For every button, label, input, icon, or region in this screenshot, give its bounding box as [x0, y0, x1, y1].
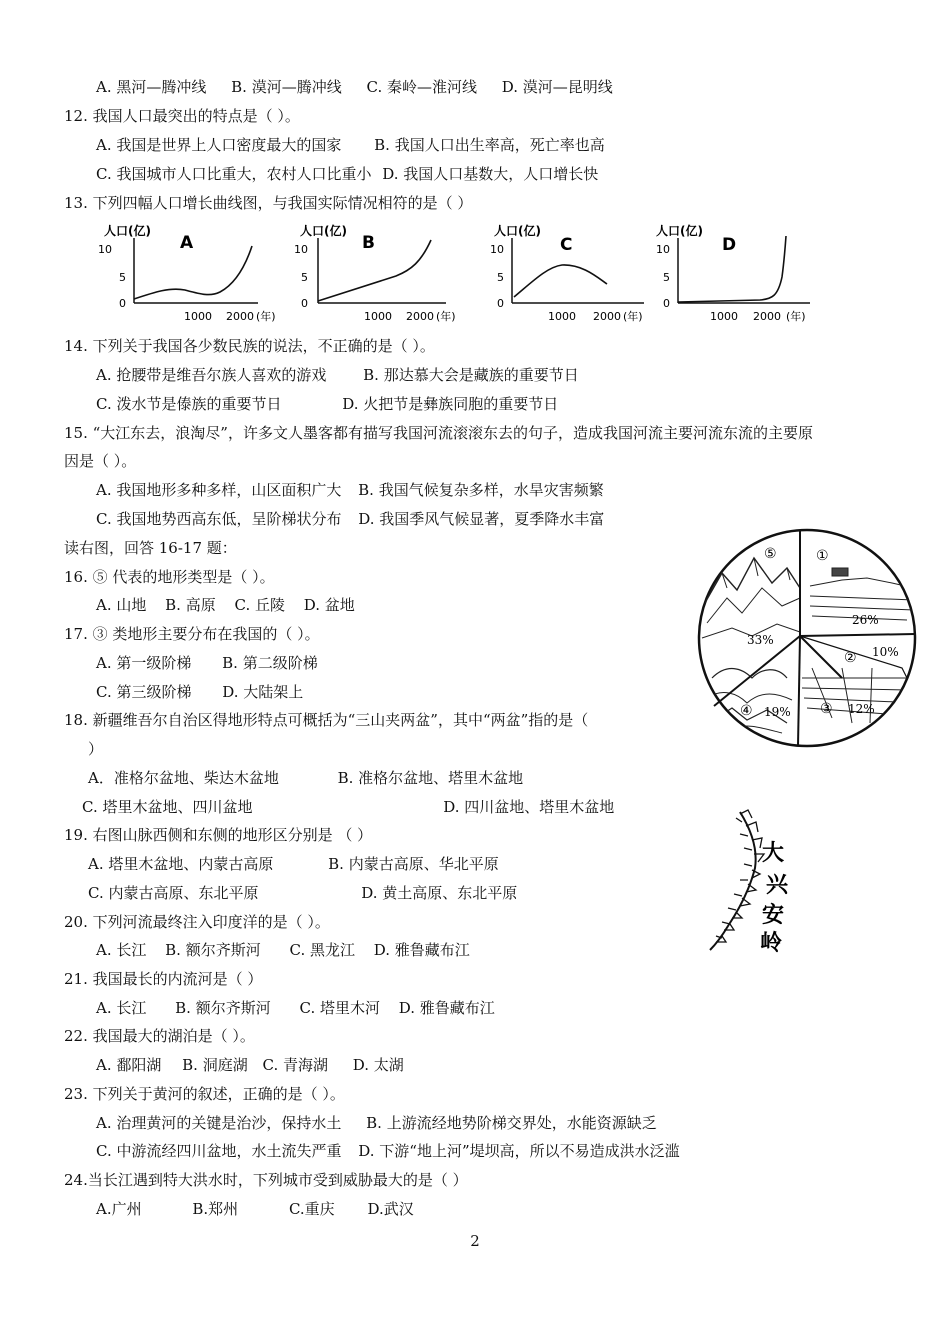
- q16-option-a: A. 山地: [96, 596, 147, 614]
- chart-b-xtick-1000: 1000: [364, 310, 392, 323]
- q17-options-row1: [96, 653, 318, 673]
- q12-option-c: C. 我国城市人口比重大，农村人口比重小: [96, 165, 372, 183]
- daxinganling-mountain-sketch: [700, 808, 790, 956]
- pie-label-1: ①: [816, 548, 829, 564]
- pie-label-4: ④: [740, 703, 753, 719]
- q11-option-c: C. 秦岭—淮河线: [366, 78, 477, 96]
- q23-option-b: B. 上游流经地势阶梯交界处，水能资源缺乏: [366, 1114, 657, 1132]
- q12-option-b: B. 我国人口出生率高，死亡率也高: [374, 136, 605, 154]
- q23-options-row1: [96, 1113, 657, 1133]
- q14-option-c: C. 泼水节是傣族的重要节日: [96, 395, 282, 413]
- q23-option-d: D. 下游“地上河”堤坝高，所以不易造成洪水泛滥: [358, 1142, 680, 1160]
- q12-option-d: D. 我国人口基数大，人口增长快: [382, 165, 599, 183]
- pie-label-5: ⑤: [764, 546, 777, 562]
- chart-c-ytick-5: 5: [497, 271, 504, 284]
- q22-stem: 22. 我国最大的湖泊是（ ）。: [64, 1027, 255, 1045]
- q11-option-a: A. 黑河—腾冲线: [96, 78, 207, 96]
- chart-d-ylabel: 人口(亿): [656, 224, 703, 238]
- chart-c-xtick-1000: 1000: [548, 310, 576, 323]
- chart-d-xtick-2000: 2000: [753, 310, 781, 323]
- q21-options: [96, 998, 495, 1018]
- q15-options-row1: [96, 480, 604, 500]
- chart-a-ytick-0: 0: [119, 297, 126, 310]
- chart-a-curve: [134, 246, 252, 299]
- q12-option-a: A. 我国是世界上人口密度最大的国家: [96, 136, 342, 154]
- q24-stem: 24.当长江遇到特大洪水时，下列城市受到威胁最大的是（ ）: [64, 1171, 468, 1189]
- chart-d-ytick-5: 5: [663, 271, 670, 284]
- q15-options-row2: [96, 509, 604, 529]
- chart-b-ytick-10: 10: [294, 243, 308, 256]
- q19-stem: 19. 右图山脉西侧和东侧的地形区分别是 （ ）: [64, 826, 373, 844]
- q15-stem-line2: 因是（ ）。: [64, 452, 137, 470]
- q17-option-b: B. 第二级阶梯: [222, 654, 318, 672]
- q24-option-c: C.重庆: [288, 1200, 335, 1218]
- q23-stem: 23. 下列关于黄河的叙述，正确的是（ ）。: [64, 1085, 345, 1103]
- chart-d-xtick-1000: 1000: [710, 310, 738, 323]
- q19-option-d: D. 黄土高原、东北平原: [361, 884, 518, 902]
- chart-d-ytick-10: 10: [656, 243, 670, 256]
- q19-options-row2: [88, 883, 517, 903]
- q12-stem: 12. 我国人口最突出的特点是（ ）。: [64, 107, 300, 125]
- q24-option-b: B.郑州: [192, 1200, 239, 1218]
- q14-option-b: B. 那达慕大会是藏族的重要节日: [363, 366, 579, 384]
- chart-c-ylabel: 人口(亿): [494, 224, 541, 238]
- q12-options-row1: [96, 135, 605, 155]
- chart-a-xtick-1000: 1000: [184, 310, 212, 323]
- q17-option-a: A. 第一级阶梯: [96, 654, 192, 672]
- q18-option-d: D. 四川盆地、塔里木盆地: [443, 798, 615, 816]
- q19-options-row1: [88, 854, 499, 874]
- chart-b-ytick-0: 0: [301, 297, 308, 310]
- chart-a-xunit: (年): [256, 310, 276, 323]
- q22-option-a: A. 鄱阳湖: [96, 1056, 162, 1074]
- pie-percent-5: 33%: [747, 633, 774, 647]
- q22-option-d: D. 太湖: [352, 1056, 404, 1074]
- q24-options: [96, 1199, 414, 1219]
- q16-option-d: D. 盆地: [303, 596, 355, 614]
- q20-option-a: A. 长江: [96, 941, 147, 959]
- pie-percent-3: 12%: [848, 702, 875, 716]
- q15-option-c: C. 我国地势西高东低，呈阶梯状分布: [96, 510, 342, 528]
- q16-option-c: C. 丘陵: [234, 596, 285, 614]
- q21-option-c: C. 塔里木河: [299, 999, 380, 1017]
- q18-option-a: A．准格尔盆地、柴达木盆地: [88, 769, 279, 787]
- q18-option-c: C. 塔里木盆地、四川盆地: [82, 798, 253, 816]
- q11-option-b: B. 漠河—腾冲线: [231, 78, 342, 96]
- mountain-label-char-4: 岭: [760, 930, 783, 956]
- population-charts: [100, 222, 820, 330]
- q24-option-d: D.武汉: [367, 1200, 414, 1218]
- q18-option-b: B. 准格尔盆地、塔里木盆地: [337, 769, 524, 787]
- q14-options-row2: [96, 394, 558, 414]
- chart-a-xtick-2000: 2000: [226, 310, 254, 323]
- chart-a-letter: A: [180, 233, 194, 253]
- q17-options-row2: [96, 682, 303, 702]
- chart-c-ytick-10: 10: [490, 243, 504, 256]
- q11-option-d: D. 漠河—昆明线: [501, 78, 613, 96]
- q17-stem: 17. ③ 类地形主要分布在我国的（ ）。: [64, 625, 320, 643]
- mountain-label-char-2: 兴: [766, 872, 789, 898]
- q15-option-a: A. 我国地形多种多样，山区面积广大: [96, 481, 342, 499]
- q14-option-d: D. 火把节是彝族同胞的重要节日: [342, 395, 559, 413]
- q15-stem-line1: 15. “大江东去，浪淘尽”，许多文人墨客都有描写我国河流滚滚东去的句子，造成我国河流主要河流东流的主要原: [64, 424, 813, 442]
- q14-options-row1: [96, 365, 579, 385]
- mountain-label-char-3: 安: [762, 902, 785, 928]
- q18-options-row1: [88, 768, 523, 788]
- population-chart-b: [296, 222, 476, 330]
- read-hint: 读右图，回答 16-17 题：: [64, 539, 237, 557]
- chart-d-letter: D: [722, 235, 737, 255]
- q16-stem: 16. ⑤ 代表的地形类型是（ ）。: [64, 568, 275, 586]
- q23-options-row2: [96, 1141, 680, 1161]
- q11-options: [96, 77, 613, 97]
- terrain-pie-illustration: [692, 528, 922, 758]
- q22-option-c: C. 青海湖: [262, 1056, 328, 1074]
- chart-b-ytick-5: 5: [301, 271, 308, 284]
- q16-options: [96, 595, 355, 615]
- q20-options: [96, 940, 470, 960]
- q21-stem: 21. 我国最长的内流河是（ ）: [64, 970, 263, 988]
- chart-d-ytick-0: 0: [663, 297, 670, 310]
- q17-option-c: C. 第三级阶梯: [96, 683, 192, 701]
- q21-option-d: D. 雅鲁藏布江: [398, 999, 495, 1017]
- chart-c-curve: [514, 265, 607, 297]
- pie-percent-1: 26%: [852, 613, 879, 627]
- q12-options-row2: [96, 164, 598, 184]
- q18-stem-line1: 18. 新疆维吾尔自治区得地形特点可概括为“三山夹两盆”，其中“两盆”指的是（: [64, 711, 589, 729]
- q22-options: [96, 1055, 404, 1075]
- chart-c-xtick-2000: 2000: [593, 310, 621, 323]
- pie-label-2: ②: [844, 650, 857, 666]
- q24-option-a: A.广州: [96, 1200, 142, 1218]
- q21-option-a: A. 长江: [96, 999, 147, 1017]
- population-chart-a: [100, 222, 280, 330]
- q15-option-b: B. 我国气候复杂多样，水旱灾害频繁: [358, 481, 604, 499]
- chart-c-ytick-0: 0: [497, 297, 504, 310]
- chart-b-xunit: (年): [436, 310, 456, 323]
- chart-c-letter: C: [560, 235, 573, 255]
- q20-stem: 20. 下列河流最终注入印度洋的是（ ）。: [64, 913, 330, 931]
- q19-option-b: B. 内蒙古高原、华北平原: [328, 855, 499, 873]
- chart-b-xtick-2000: 2000: [406, 310, 434, 323]
- chart-b-ylabel: 人口(亿): [300, 224, 347, 238]
- q19-option-a: A. 塔里木盆地、内蒙古高原: [88, 855, 274, 873]
- pie-percent-4: 19%: [764, 705, 791, 719]
- q13-stem: 13. 下列四幅人口增长曲线图，与我国实际情况相符的是（ ）: [64, 194, 473, 212]
- q22-option-b: B. 洞庭湖: [182, 1056, 248, 1074]
- pie-percent-2: 10%: [872, 645, 899, 659]
- population-chart-d: [650, 222, 830, 330]
- q14-option-a: A. 抢腰带是维吾尔族人喜欢的游戏: [96, 366, 327, 384]
- q20-option-b: B. 额尔齐斯河: [165, 941, 261, 959]
- page-number: 2: [470, 1232, 480, 1250]
- q16-option-b: B. 高原: [165, 596, 216, 614]
- population-chart-c: [492, 222, 672, 330]
- q17-option-d: D. 大陆架上: [222, 683, 304, 701]
- q14-stem: 14. 下列关于我国各少数民族的说法，不正确的是（ ）。: [64, 337, 435, 355]
- q19-option-c: C. 内蒙古高原、东北平原: [88, 884, 259, 902]
- q20-option-c: C. 黑龙江: [289, 941, 355, 959]
- q20-option-d: D. 雅鲁藏布江: [373, 941, 470, 959]
- q18-stem-line2: ）: [88, 740, 104, 758]
- chart-a-ytick-10: 10: [98, 243, 112, 256]
- pie-label-3: ③: [820, 701, 833, 717]
- chart-c-xunit: (年): [623, 310, 643, 323]
- q18-options-row2: [82, 797, 614, 817]
- chart-a-ylabel: 人口(亿): [104, 224, 151, 238]
- q15-option-d: D. 我国季风气候显著，夏季降水丰富: [358, 510, 605, 528]
- chart-b-letter: B: [362, 233, 375, 253]
- q23-option-a: A. 治理黄河的关键是治沙，保持水土: [96, 1114, 342, 1132]
- chart-a-ytick-5: 5: [119, 271, 126, 284]
- mountain-label-char-1: 大: [762, 840, 785, 866]
- q21-option-b: B. 额尔齐斯河: [175, 999, 271, 1017]
- q23-option-c: C. 中游流经四川盆地，水土流失严重: [96, 1142, 342, 1160]
- chart-d-xunit: (年): [786, 310, 806, 323]
